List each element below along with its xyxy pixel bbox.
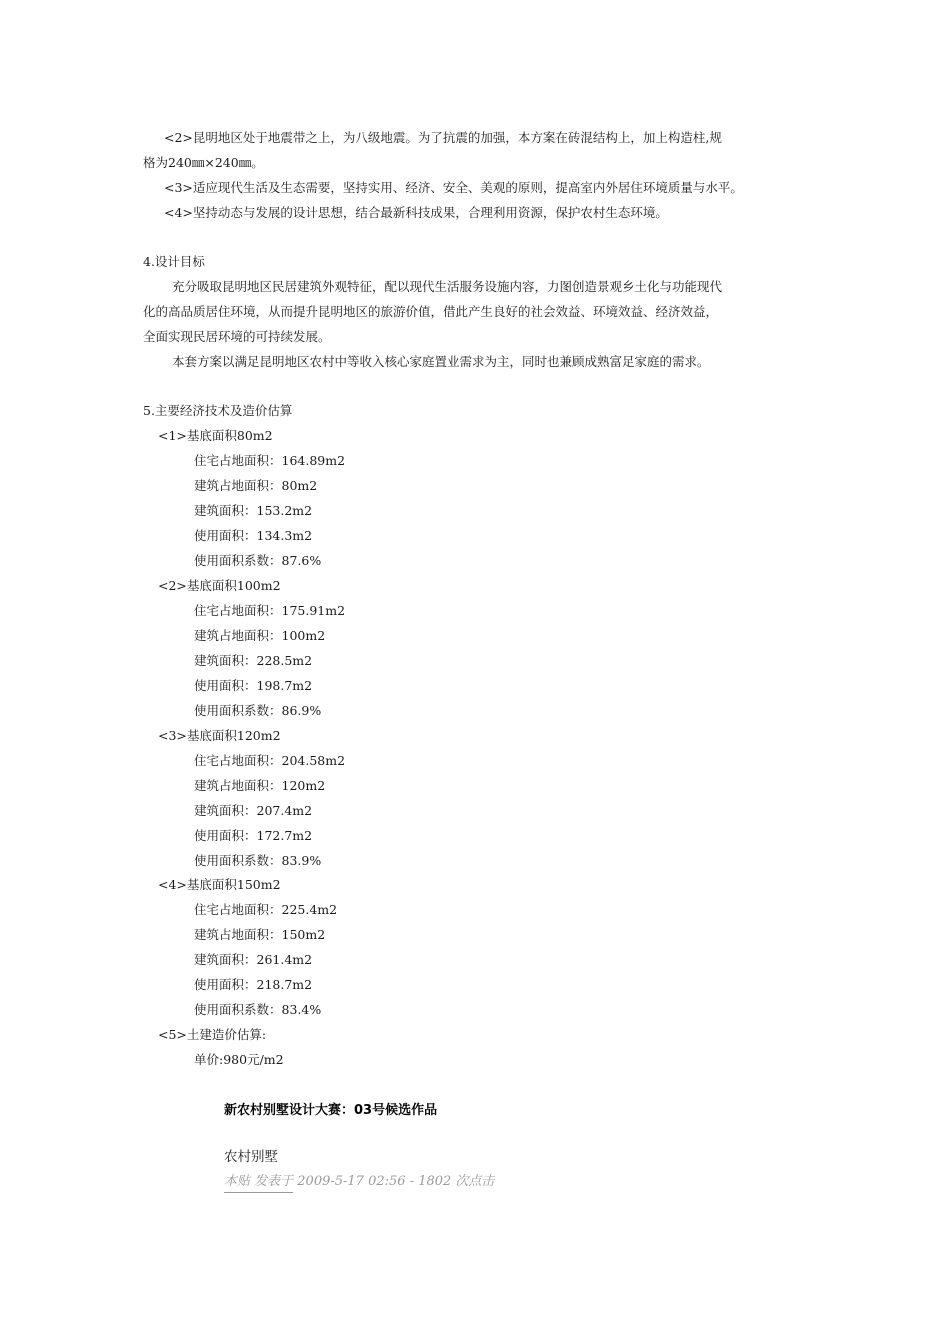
principle-2-line1: <2>昆明地区处于地震带之上，为八级地震。为了抗震的加强，本方案在砖混结构上，加上构造柱,规 xyxy=(164,130,722,145)
group-2-item: 住宅占地面积：175.91m2 xyxy=(194,603,346,618)
group-3-item: 住宅占地面积：204.58m2 xyxy=(194,753,346,768)
group-3-item: 建筑占地面积：120m2 xyxy=(194,778,326,793)
unit-price: 单价:980元/m2 xyxy=(194,1052,284,1067)
section-heading-economics: 5.主要经济技术及造价估算 xyxy=(143,403,293,418)
principle-2-line2: 格为240㎜×240㎜。 xyxy=(143,155,264,170)
post-meta xyxy=(224,1170,494,1189)
principle-4: <4>坚持动态与发展的设计思想，结合最新科技成果，合理利用资源，保护农村生态环境。 xyxy=(164,205,668,220)
group-label-2: <2>基底面积100m2 xyxy=(158,578,281,593)
group-4-item: 使用面积系数：83.4% xyxy=(194,1002,322,1017)
group-1-item: 建筑面积：153.2m2 xyxy=(194,503,313,518)
group-3-item: 建筑面积：207.4m2 xyxy=(194,803,313,818)
group-2-item: 建筑面积：228.5m2 xyxy=(194,653,313,668)
cost-estimate-label: <5>土建造价估算: xyxy=(158,1027,267,1042)
goals-paragraph-2: 本套方案以满足昆明地区农村中等收入核心家庭置业需求为主，同时也兼顾成熟富足家庭的需求。 xyxy=(172,354,710,369)
post-meta-lead: 本贴 发表于 xyxy=(224,1174,293,1193)
group-3-item: 使用面积系数：83.9% xyxy=(194,853,322,868)
goals-paragraph-1-line3: 全面实现民居环境的可持续发展。 xyxy=(143,329,331,344)
group-4-item: 使用面积：218.7m2 xyxy=(194,977,313,992)
group-4-item: 建筑面积：261.4m2 xyxy=(194,952,313,967)
group-1-item: 建筑占地面积：80m2 xyxy=(194,478,318,493)
group-2-item: 建筑占地面积：100m2 xyxy=(194,628,326,643)
group-1-item: 住宅占地面积：164.89m2 xyxy=(194,453,346,468)
group-1-item: 使用面积系数：87.6% xyxy=(194,553,322,568)
group-label-1: <1>基底面积80m2 xyxy=(158,428,273,443)
group-4-item: 住宅占地面积：225.4m2 xyxy=(194,902,338,917)
group-2-item: 使用面积：198.7m2 xyxy=(194,678,313,693)
post-title[interactable]: 新农村别墅设计大赛：03号候选作品 xyxy=(224,1103,438,1118)
goals-paragraph-1-line1: 充分吸取昆明地区民居建筑外观特征，配以现代生活服务设施内容，力图创造景观乡土化与功能现代 xyxy=(172,279,723,294)
group-2-item: 使用面积系数：86.9% xyxy=(194,703,322,718)
group-label-3: <3>基底面积120m2 xyxy=(158,728,281,743)
group-4-item: 建筑占地面积：150m2 xyxy=(194,927,326,942)
goals-paragraph-1-line2: 化的高品质居住环境，从而提升昆明地区的旅游价值，借此产生良好的社会效益、环境效益、经济效益， xyxy=(143,304,719,319)
principle-3: <3>适应现代生活及生态需要，坚持实用、经济、安全、美观的原则，提高室内外居住环境质量与水平。 xyxy=(164,180,743,195)
group-3-item: 使用面积：172.7m2 xyxy=(194,828,313,843)
post-meta-details: 2009-5-17 02:56 - 1802 次点击 xyxy=(293,1174,495,1189)
section-heading-design-goals: 4.设计目标 xyxy=(143,254,205,269)
group-1-item: 使用面积：134.3m2 xyxy=(194,528,313,543)
post-subtitle: 农村别墅 xyxy=(224,1149,278,1165)
group-label-4: <4>基底面积150m2 xyxy=(158,877,281,892)
